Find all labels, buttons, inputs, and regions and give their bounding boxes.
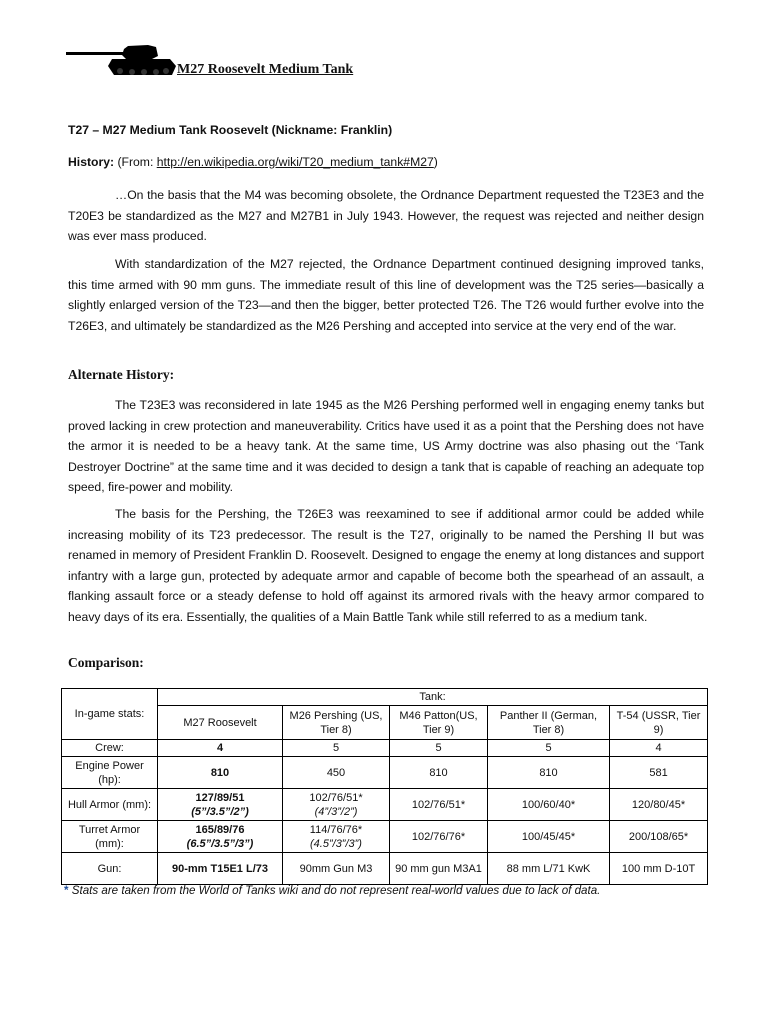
corner-label-cell: In-game stats: <box>62 689 158 740</box>
footnote-asterisk: * <box>64 884 69 897</box>
table-cell: 810 <box>390 757 488 789</box>
table-cell: 90 mm gun M3A1 <box>390 853 488 885</box>
table-cell: 4 <box>610 740 708 757</box>
row-label: Gun: <box>62 853 158 885</box>
table-cell: 450 <box>283 757 390 789</box>
table-row <box>62 757 708 789</box>
table-row <box>62 740 708 757</box>
table-row <box>62 821 708 853</box>
comparison-table <box>61 688 708 885</box>
footnote-text: Stats are taken from the World of Tanks wiki and do not represent real-world values due to lack of data. <box>68 884 601 897</box>
cell-main-value: 114/76/76* <box>309 823 363 836</box>
table-cell: 581 <box>610 757 708 789</box>
cell-main-value: 165/89/76 <box>195 823 245 836</box>
history-paragraph-2: With standardization of the M27 rejected, the Ordnance Department continued designing improved tanks, this time armed with 90 mm guns. The immediate result of this line of development was the T25 series—basically a slightly enlarged version of the T23—and then the bigger, better protected T26. The T26 would further evolve into the T26E3, and ultimately be standardized as the M26 Pershing and accepted into service at the very end of the war. <box>68 257 704 333</box>
tank-group-header: Tank: <box>158 689 708 706</box>
column-header: M46 Patton(US, Tier 9) <box>390 706 488 740</box>
document-title: M27 Roosevelt Medium Tank <box>177 62 354 77</box>
history-paragraph-1: …On the basis that the M4 was becoming obsolete, the Ordnance Department requested the T23E3 and the T20E3 be standardized as the M27 and M27B1 in July 1943. However, the request was rejected and neither design was ever mass produced. <box>68 188 704 243</box>
cell-inch-value: (5”/3.5”/2”) <box>191 805 249 818</box>
table-cell: 102/76/76* <box>390 821 488 853</box>
table-footnote <box>64 884 600 897</box>
table-cell: 5 <box>488 740 610 757</box>
cell-inch-value: (4.5”/3”/3”) <box>310 837 362 850</box>
table-cell: 120/80/45* <box>610 789 708 821</box>
table-cell <box>158 821 283 853</box>
alternate-paragraph-1: The T23E3 was reconsidered in late 1945 as the M26 Pershing performed well in engaging enemy tanks but proved lacking in crew protection and maneuverability. Critics have used it as a point that the Pershing does not have the armor it is needed to be a heavy tank. At the same time, US Army doctrine was also phasing out the ‘Tank Destroyer Doctrine” at the same time and it was decided to design a tank that is capable of reaching an adequate top speed, fire-power and mobility. <box>68 398 704 494</box>
tank-subtitle: T27 – M27 Medium Tank Roosevelt (Nickname: Franklin) <box>68 123 393 137</box>
tank-icon <box>66 44 178 78</box>
column-header: Panther II (German, Tier 8) <box>488 706 610 740</box>
alternate-paragraph-2: The basis for the Pershing, the T26E3 was reexamined to see if additional armor could be added while increasing mobility of its T23 predecessor. The result is the T27, originally to be named the Pershing II but was renamed in memory of President Franklin D. Roosevelt. Designed to engage the enemy at long distances and support infantry with a large gun, protected by adequate armor and capable of become both the spearhead of an assault, a flanking assault force or a steady defense to hold off against its armored rivals with the heavy armor compared to heavy days of its era. Essentially, the qualities of a Main Battle Tank while still referred to as a medium tank. <box>68 507 704 624</box>
table-cell: 5 <box>283 740 390 757</box>
cell-main-value: 127/89/51 <box>195 791 245 804</box>
table-row <box>62 853 708 885</box>
table-cell: 90mm Gun M3 <box>283 853 390 885</box>
wikipedia-link[interactable]: http://en.wikipedia.org/wiki/T20_medium_tank#M27 <box>156 155 434 169</box>
table-row <box>62 789 708 821</box>
row-label: Engine Power (hp): <box>62 757 158 789</box>
cell-inch-value: (4”/3”/2”) <box>314 805 358 818</box>
history-label: History: <box>68 155 115 169</box>
table-cell: 100/45/45* <box>488 821 610 853</box>
table-cell: 810 <box>158 757 283 789</box>
table-cell: 100/60/40* <box>488 789 610 821</box>
column-header: T-54 (USSR, Tier 9) <box>610 706 708 740</box>
cell-inch-value: (6.5”/3.5”/3”) <box>186 837 254 850</box>
table-cell <box>283 821 390 853</box>
column-header: M27 Roosevelt <box>158 706 283 740</box>
table-cell: 90-mm T15E1 L/73 <box>158 853 283 885</box>
document-header <box>66 44 666 80</box>
column-header: M26 Pershing (US, Tier 8) <box>283 706 390 740</box>
table-cell <box>158 789 283 821</box>
history-line <box>68 155 438 169</box>
row-label: Turret Armor (mm): <box>62 821 158 853</box>
history-source-prefix: (From: <box>117 155 157 169</box>
table-cell: 100 mm D-10T <box>610 853 708 885</box>
table-cell: 810 <box>488 757 610 789</box>
table-cell <box>283 789 390 821</box>
table-cell: 200/108/65* <box>610 821 708 853</box>
table-cell: 5 <box>390 740 488 757</box>
table-cell: 4 <box>158 740 283 757</box>
row-label: Hull Armor (mm): <box>62 789 158 821</box>
row-label: Crew: <box>62 740 158 757</box>
table-cell: 88 mm L/71 KwK <box>488 853 610 885</box>
cell-main-value: 102/76/51* <box>309 791 363 804</box>
history-source-suffix: ) <box>433 155 438 169</box>
comparison-heading: Comparison: <box>68 655 144 670</box>
table-cell: 102/76/51* <box>390 789 488 821</box>
alternate-history-heading: Alternate History: <box>68 367 175 382</box>
